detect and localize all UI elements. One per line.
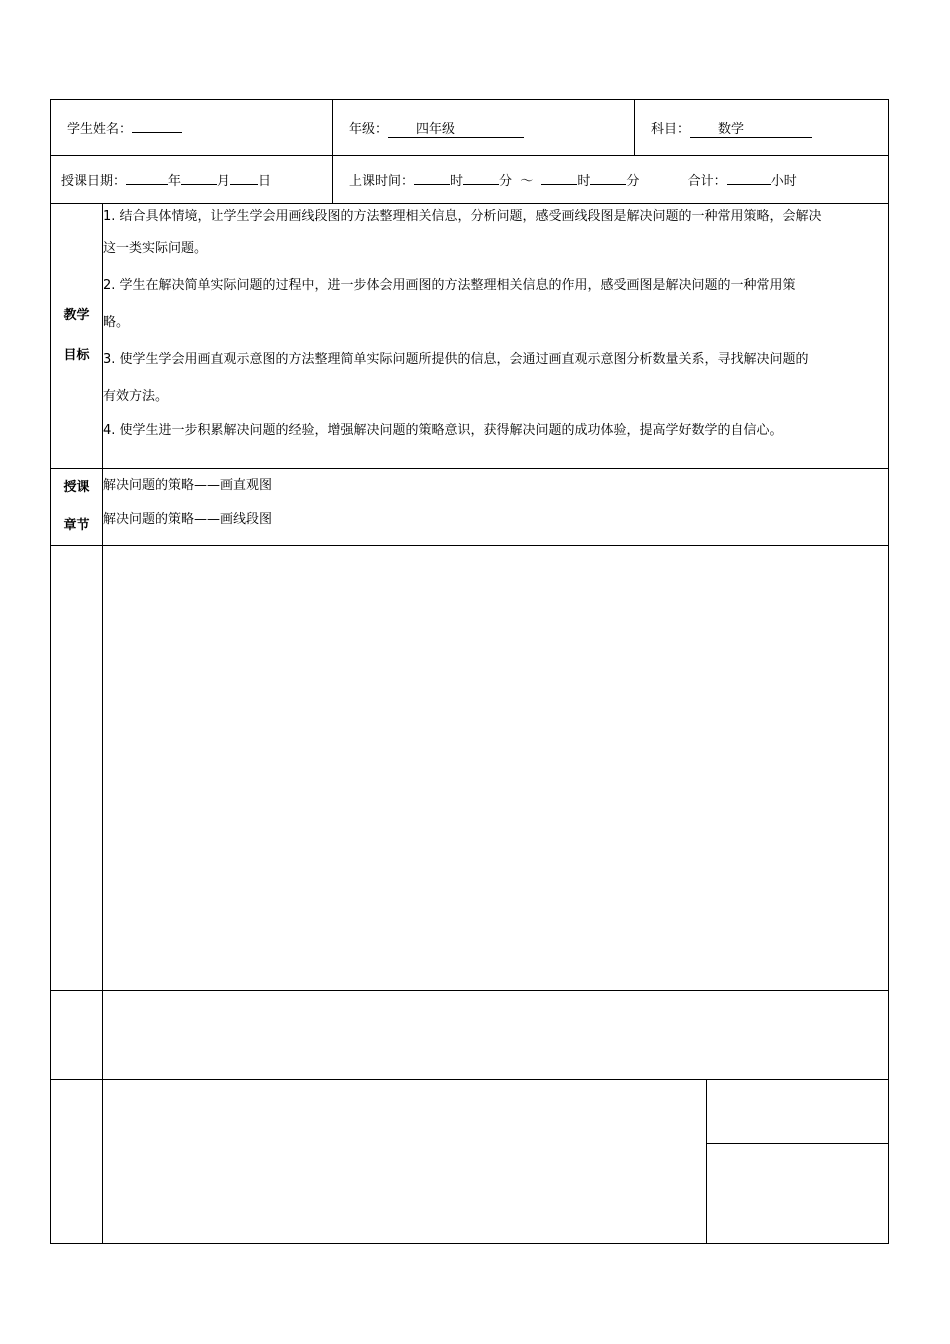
form-table [50,99,889,1244]
subject-label: 科目： [651,121,691,137]
chapter-row [51,469,889,546]
grade-field[interactable] [388,123,524,138]
objectives-label-bottom: 目标 [63,348,90,363]
grade-label: 年级： [349,121,389,137]
class-time-label: 上课时间： [349,174,415,189]
subject-field[interactable] [690,123,812,138]
notes-label-cell [51,991,103,1080]
objective-line: 这一类实际问题。 [103,241,208,256]
notes-area[interactable] [103,991,889,1080]
start-hour-label: 时 [450,174,464,189]
footer-side-bottom[interactable] [707,1144,888,1243]
year-field[interactable] [126,170,168,185]
objective-line: 1. 结合具体情境，让学生学会用画线段图的方法整理相关信息，分析问题，感受画线段图是解决问题的一种常用策略，会解决 [103,209,822,224]
objective-line: 3. 使学生学会用画直观示意图的方法整理简单实际问题所提供的信息，会通过画直观示意图分析数量关系，寻找解决问题的 [103,352,809,367]
footer-main-area[interactable] [103,1080,707,1244]
objective-line: 4. 使学生进一步积累解决问题的经验，增强解决问题的策略意识，获得解决问题的成功体验，提高学好数学的自信心。 [103,423,783,438]
total-hours-field[interactable] [727,170,771,185]
objective-line: 略。 [103,315,130,330]
lesson-plan-form [50,99,888,1246]
total-label: 合计： [687,174,727,189]
grade-value: 四年级 [416,121,456,137]
chapter-line: 解决问题的策略——画线段图 [103,512,273,527]
chapter-label-cell [51,469,103,546]
objectives-content [103,204,889,469]
chapter-content [103,469,889,546]
subject-value: 数学 [718,121,745,137]
lesson-content-area[interactable] [103,546,889,991]
month-label: 月 [217,174,231,189]
start-hour-field[interactable] [414,170,450,185]
objective-line: 有效方法。 [103,389,169,404]
date-cell [51,156,333,204]
start-minute-field[interactable] [463,170,499,185]
objectives-label-cell [51,204,103,469]
end-hour-field[interactable] [541,170,577,185]
hours-unit-label: 小时 [770,174,797,189]
lesson-content-row [51,546,889,991]
footer-side-top[interactable] [707,1080,888,1144]
class-time-cell [333,156,889,204]
footer-label-cell [51,1080,103,1244]
day-label: 日 [258,174,272,189]
schedule-row [51,156,889,204]
objectives-label-top: 教学 [63,308,90,323]
day-field[interactable] [230,170,258,185]
notes-row [51,991,889,1080]
subject-cell [635,100,889,156]
date-label: 授课日期： [61,174,127,189]
end-hour-label: 时 [577,174,591,189]
month-field[interactable] [181,170,217,185]
objective-line: 2. 学生在解决简单实际问题的过程中，进一步体会用画图的方法整理相关信息的作用，感受画图是解决问题的一种常用策 [103,278,796,293]
end-minute-field[interactable] [590,170,626,185]
footer-side-cell [707,1080,889,1244]
grade-cell [333,100,635,156]
chapter-label-bottom: 章节 [63,518,90,533]
student-name-field[interactable] [132,118,182,133]
year-label: 年 [168,174,182,189]
student-name-label: 学生姓名： [67,122,133,137]
student-name-cell [51,100,333,156]
header-row [51,100,889,156]
chapter-line: 解决问题的策略——画直观图 [103,478,273,493]
time-range-separator: ～ [520,174,534,189]
lesson-content-label-cell [51,546,103,991]
chapter-label-top: 授课 [63,480,90,495]
end-minute-label: 分 [626,174,640,189]
objectives-row [51,204,889,469]
footer-row [51,1080,889,1244]
start-minute-label: 分 [499,174,513,189]
